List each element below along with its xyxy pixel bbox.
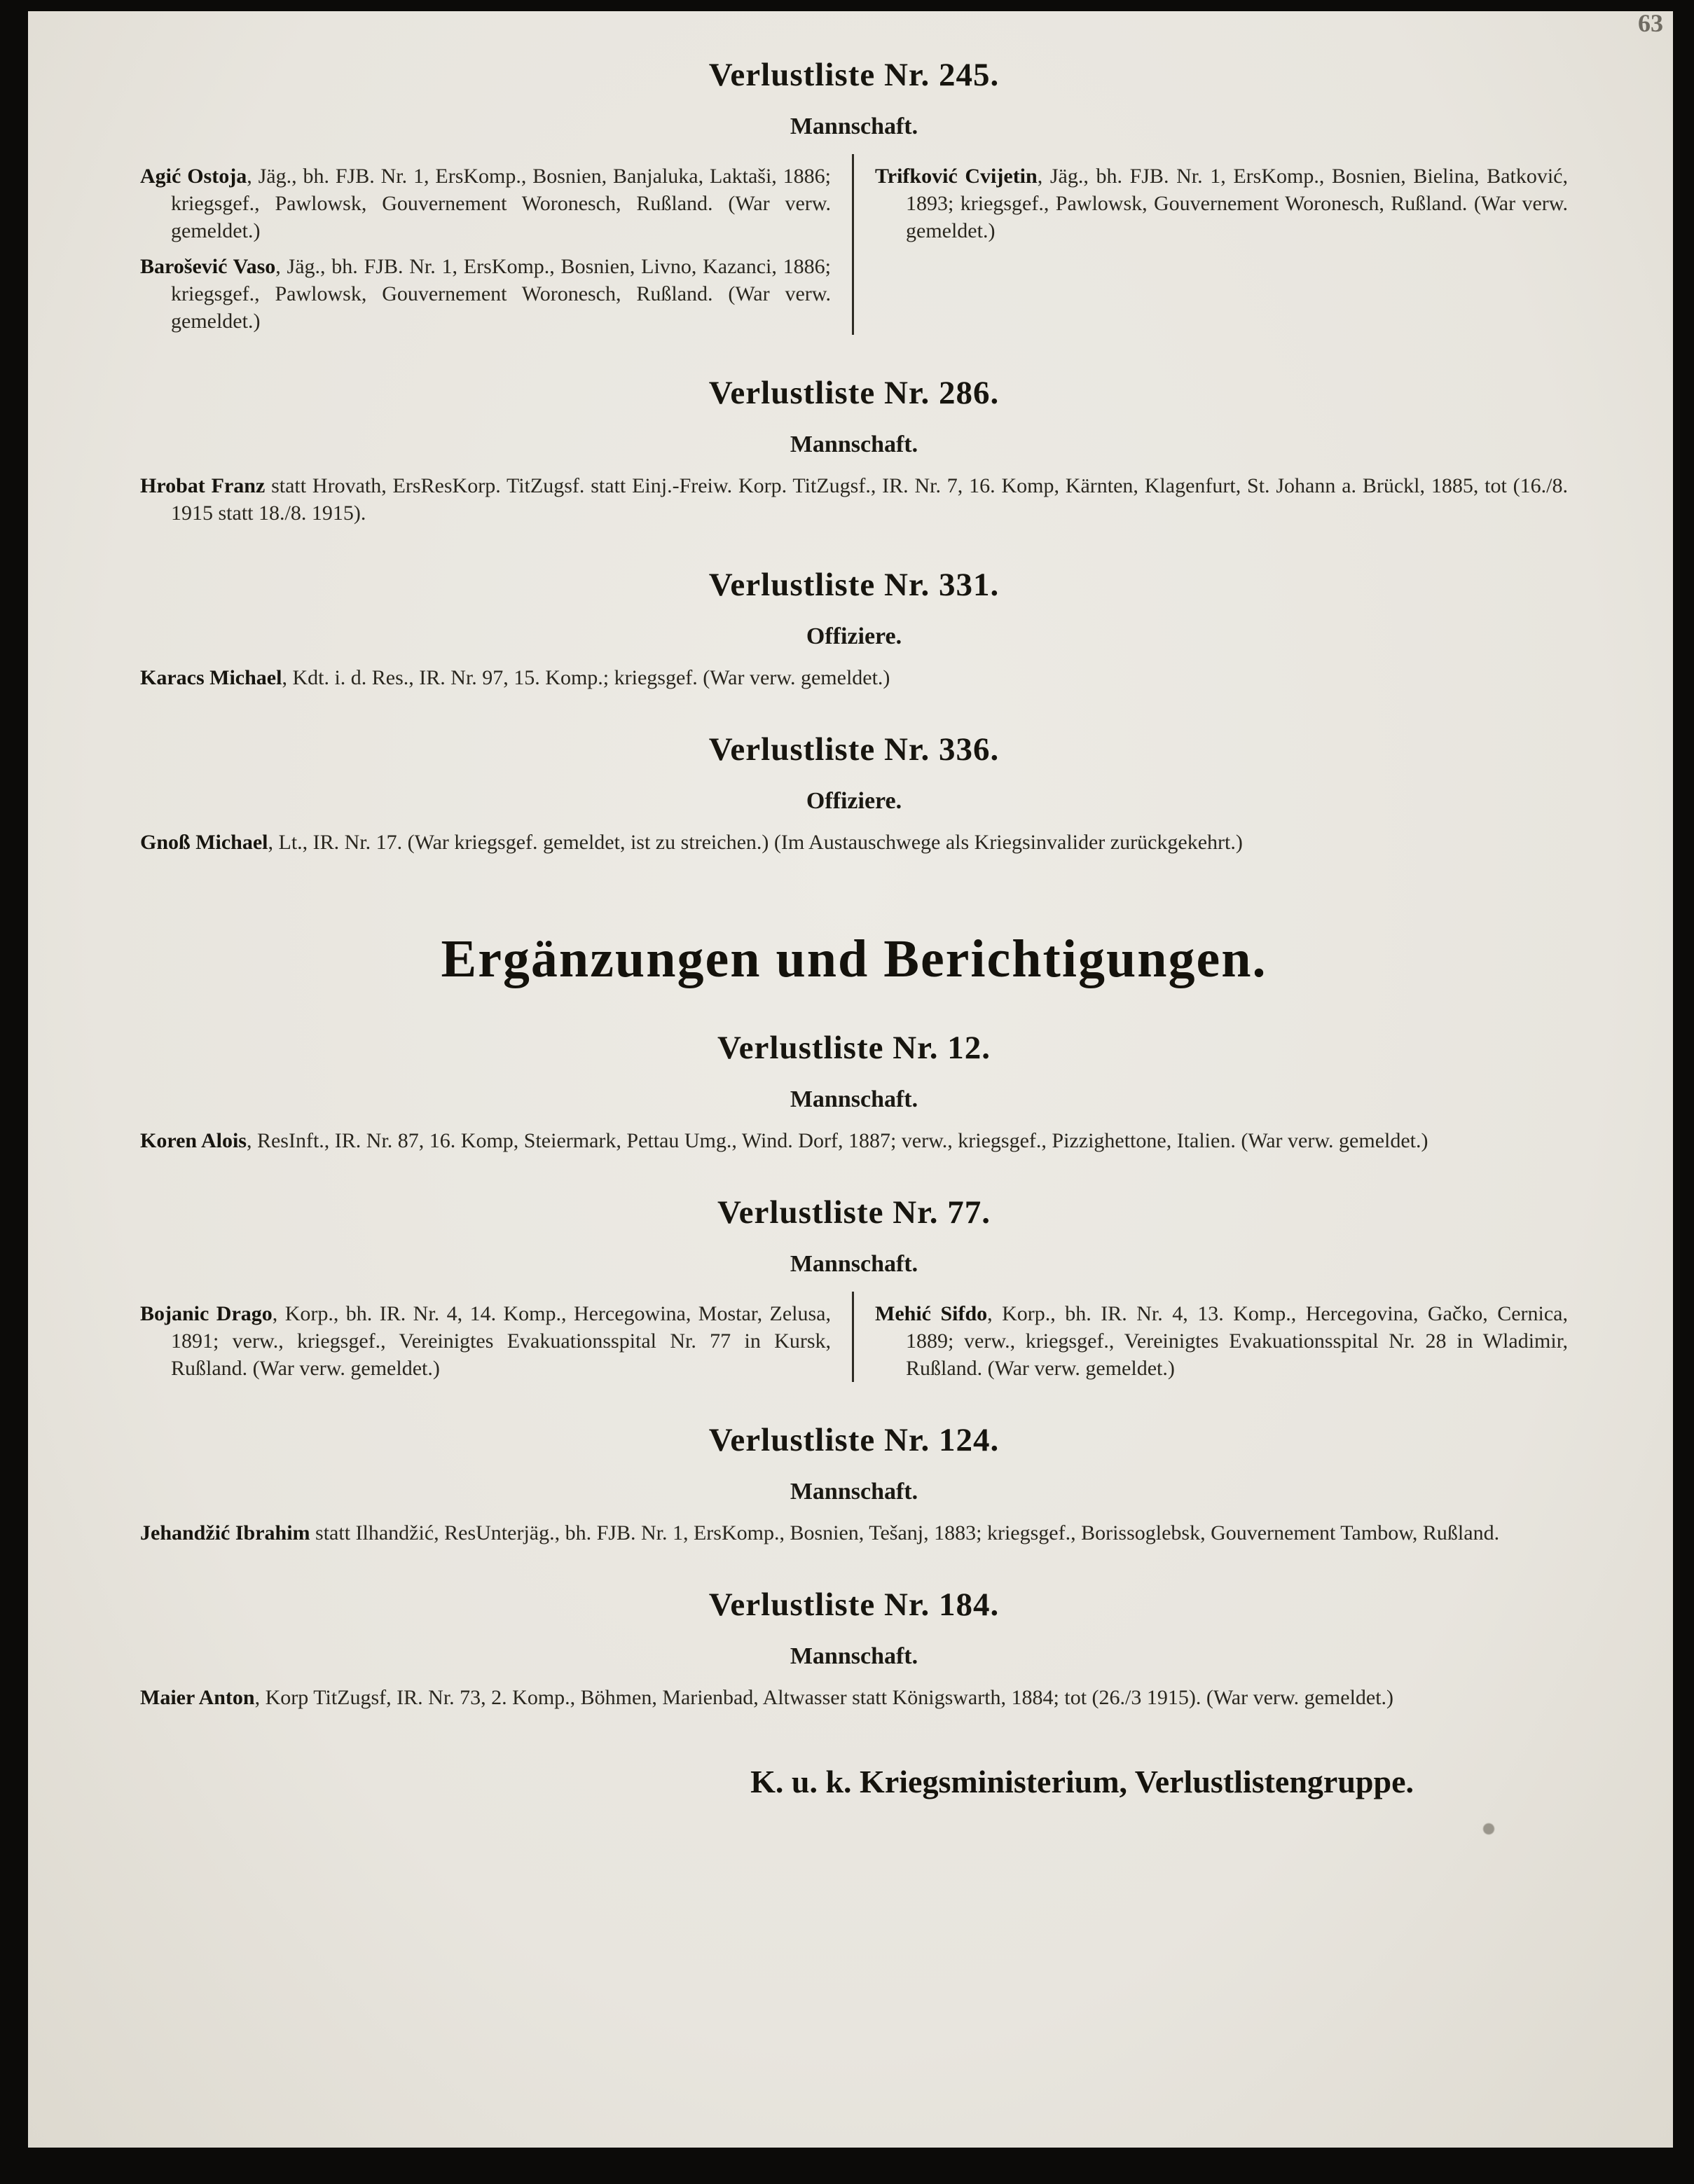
- section-title: Verlustliste Nr. 77.: [717, 1194, 991, 1231]
- person-name: Maier Anton: [140, 1686, 255, 1709]
- entry-text: , Korp TitZugsf, IR. Nr. 73, 2. Komp., Böhmen, Marienbad, Altwasser statt Königswarth, 1884; tot (26./3 1915). (War verw. gemeldet.): [254, 1686, 1394, 1709]
- section-subtitle: Mannschaft.: [790, 1086, 918, 1112]
- footer-signature: K. u. k. Kriegsministerium, Verlustlistengruppe.: [750, 1764, 1414, 1799]
- section-subtitle: Offiziere.: [806, 623, 902, 649]
- person-name: Bojanic Drago: [140, 1302, 273, 1325]
- entry-text: , ResInft., IR. Nr. 87, 16. Komp, Steiermark, Pettau Umg., Wind. Dorf, 1887; verw., kriegsgef., Pizzighettone, Italien. (War verw. gemeldet.): [246, 1129, 1428, 1152]
- scanned-document-page: [28, 11, 1673, 2148]
- section-subtitle: Mannschaft.: [790, 1643, 918, 1669]
- casualty-entry: [140, 1519, 1568, 1547]
- two-column-layout: [140, 154, 1568, 335]
- entry-text: , Kdt. i. d. Res., IR. Nr. 97, 15. Komp.; kriegsgef. (War verw. gemeldet.): [282, 666, 890, 689]
- section-title: Verlustliste Nr. 184.: [708, 1587, 1000, 1623]
- section-subtitle: Mannschaft.: [790, 1479, 918, 1505]
- page-number: 63: [1638, 11, 1663, 37]
- section-subtitle: Mannschaft.: [790, 431, 918, 457]
- section-title: Verlustliste Nr. 331.: [708, 567, 1000, 603]
- section-verlustliste-331: [140, 566, 1568, 691]
- section-title: Verlustliste Nr. 336.: [708, 731, 1000, 768]
- casualty-entry: [140, 472, 1568, 527]
- section-title: Verlustliste Nr. 124.: [708, 1422, 1000, 1458]
- entry-text: , Jäg., bh. FJB. Nr. 1, ErsKomp., Bosnien, Bielina, Batković, 1893; kriegsgef., Pawlowsk, Gouvernement Woronesch, Rußland. (War verw. gemeldet.): [906, 165, 1568, 242]
- casualty-entry: [140, 1300, 831, 1382]
- casualty-entry: [140, 1684, 1568, 1711]
- section-title: Verlustliste Nr. 245.: [708, 57, 1000, 93]
- right-column: [854, 154, 1568, 335]
- entry-text: statt Ilhandžić, ResUnterjäg., bh. FJB. Nr. 1, ErsKomp., Bosnien, Tešanj, 1883; kriegsgef., Borissoglebsk, Gouvernement Tambow, Rußland.: [310, 1521, 1500, 1544]
- section-verlustliste-336: [140, 731, 1568, 856]
- entry-text: statt Hrovath, ErsResKorp. TitZugsf. statt Einj.-Freiw. Korp. TitZugsf., IR. Nr. 7, 16. Komp, Kärnten, Klagenfurt, St. Johann a. Brückl, 1885, tot (16./8. 1915 statt 18./8. 1915).: [171, 474, 1568, 525]
- section-verlustliste-77: [140, 1194, 1568, 1382]
- section-verlustliste-124: [140, 1421, 1568, 1547]
- section-verlustliste-245: [140, 56, 1568, 335]
- entry-text: , Jäg., bh. FJB. Nr. 1, ErsKomp., Bosnien, Livno, Kazanci, 1886; kriegsgef., Pawlowsk, Gouvernement Woronesch, Rußland. (War verw. gemeldet.): [171, 255, 831, 333]
- person-name: Koren Alois: [140, 1129, 247, 1152]
- casualty-entry: [140, 829, 1568, 856]
- entry-text: , Korp., bh. IR. Nr. 4, 14. Komp., Hercegowina, Mostar, Zelusa, 1891; verw., kriegsgef., Vereinigtes Evakuationsspital Nr. 77 in Kursk, Rußland. (War verw. gemeldet.): [171, 1302, 831, 1380]
- person-name: Mehić Sifdo: [875, 1302, 988, 1325]
- person-name: Karacs Michael: [140, 666, 282, 689]
- section-verlustliste-184: [140, 1586, 1568, 1711]
- person-name: Jehandžić Ibrahim: [140, 1521, 310, 1544]
- entry-text: , Lt., IR. Nr. 17. (War kriegsgef. gemeldet, ist zu streichen.) (Im Austauschwege als Kriegsinvalider zurückgekehrt.): [268, 831, 1243, 854]
- main-heading: Ergänzungen und Berichtigungen.: [441, 929, 1267, 988]
- person-name: Hrobat Franz: [140, 474, 266, 497]
- entry-text: , Korp., bh. IR. Nr. 4, 13. Komp., Hercegovina, Gačko, Cernica, 1889; verw., kriegsgef., Vereinigtes Evakuationsspital Nr. 28 in Wladimir, Rußland. (War verw. gemeldet.): [906, 1302, 1568, 1380]
- right-column: [854, 1292, 1568, 1382]
- person-name: Agić Ostoja: [140, 165, 247, 188]
- casualty-entry: [140, 163, 831, 244]
- casualty-entry: [140, 253, 831, 335]
- person-name: Trifković Cvijetin: [875, 165, 1038, 188]
- left-column: [140, 1292, 854, 1382]
- casualty-entry: [875, 1300, 1568, 1382]
- section-subtitle: Mannschaft.: [790, 1251, 918, 1277]
- entry-text: , Jäg., bh. FJB. Nr. 1, ErsKomp., Bosnien, Banjaluka, Laktaši, 1886; kriegsgef., Pawlowsk, Gouvernement Woronesch, Rußland. (War verw. gemeldet.): [171, 165, 831, 242]
- section-verlustliste-286: [140, 374, 1568, 527]
- person-name: Gnoß Michael: [140, 831, 268, 854]
- section-title: Verlustliste Nr. 286.: [708, 375, 1000, 411]
- section-title: Verlustliste Nr. 12.: [717, 1030, 991, 1066]
- two-column-layout: [140, 1292, 1568, 1382]
- person-name: Barošević Vaso: [140, 255, 276, 278]
- casualty-entry: [140, 1127, 1568, 1154]
- casualty-entry: [140, 664, 1568, 691]
- left-column: [140, 154, 854, 335]
- section-subtitle: Offiziere.: [806, 788, 902, 814]
- casualty-entry: [875, 163, 1568, 244]
- section-subtitle: Mannschaft.: [790, 113, 918, 139]
- section-verlustliste-12: [140, 1029, 1568, 1154]
